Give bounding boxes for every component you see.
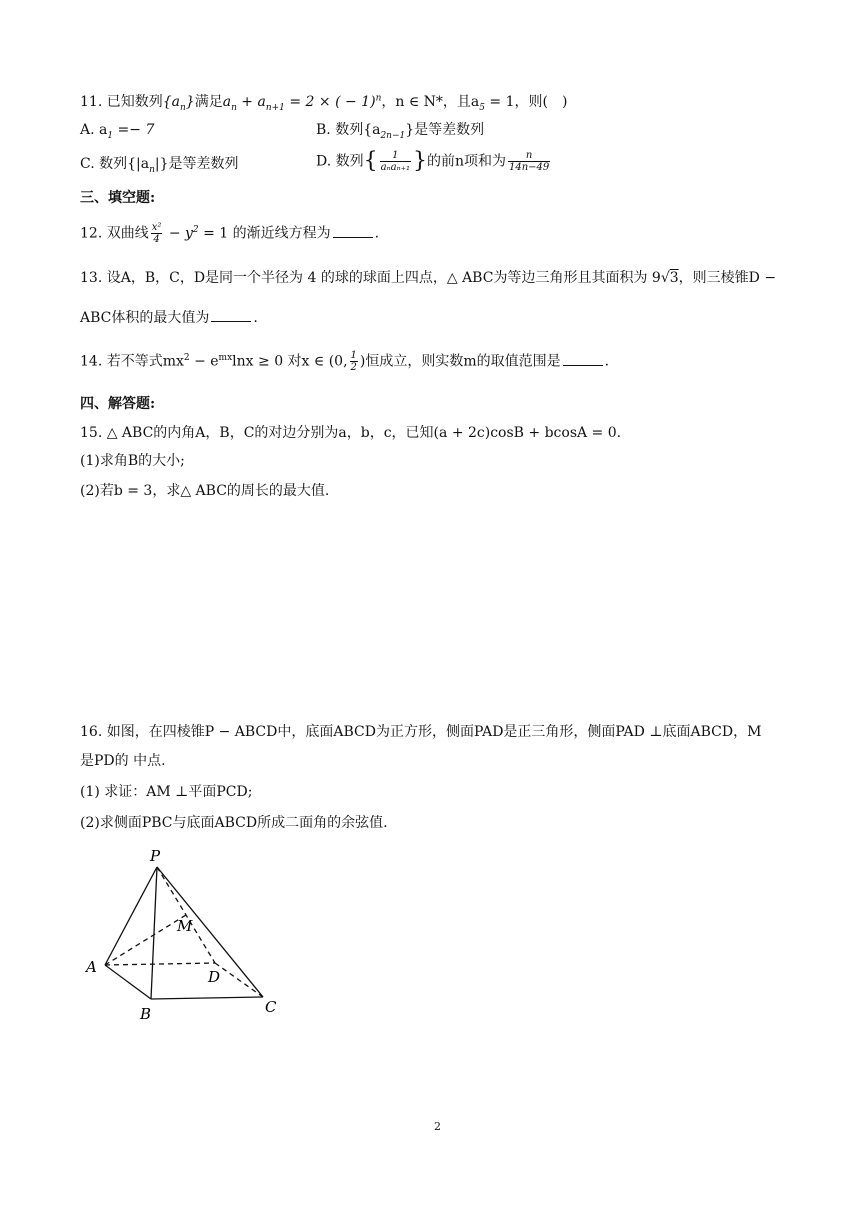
label-P: P [150, 847, 161, 865]
label-A: A [86, 958, 97, 976]
q11-option-a: A. $a_1 =- 7$ [80, 122, 155, 141]
label-C: C [265, 998, 277, 1016]
q13-line2: ABC体积的最大值为 . [80, 307, 258, 328]
q16-stem-line2: 是PD的 中点. [80, 753, 166, 769]
edge-PB [151, 867, 157, 999]
q16-part1: (1) 求证：AM ⊥平面PCD; [80, 784, 253, 800]
q11-option-b: B. 数列$\{a_{2n-1}\}$是等差数列 [316, 122, 485, 141]
q11-option-c: C. 数列$\{|a_n|\}$是等差数列 [80, 156, 239, 175]
q13-line1: 13. 设A，B，C，D是同一个半径为 4 的球的球面上四点，△ ABC为等边三角形且其面积为 9√3，则三棱锥D − [80, 270, 777, 286]
edge-PD-hidden [157, 867, 215, 963]
q16-stem-line1: 16. 如图，在四棱锥P − ABCD中，底面ABCD为正方形，侧面PAD是正三角形，侧面PAD ⊥底面ABCD，M [80, 724, 762, 740]
q14-stem: 14. 若不等式$mx^2 - e^{mx}\ln x \ge 0$ 对x ∈ (0, $\frac{1}{2}$ )恒成立，则实数m的取值范围是 . [80, 350, 610, 373]
edge-AB [105, 965, 151, 999]
q15-stem: 15. △ ABC的内角A，B，C的对边分别为a，b，c，已知(a + 2c)cosB + bcosA = 0. [80, 425, 622, 441]
q11-stem: 11. 已知数列$\{a_n\}$满足$a_n + a_{n+1} = 2$ × ( − 1)$^n$，n ∈ N*，且$a_5 = 1$，则( ) [80, 93, 568, 113]
section-heading-solutions: 四、解答题: [80, 396, 156, 412]
pyramid-figure [80, 842, 300, 1027]
answer-blank [563, 351, 603, 366]
label-B: B [140, 1005, 152, 1023]
edge-AD-hidden [105, 963, 215, 965]
label-M: M [177, 917, 193, 935]
edge-BC [151, 997, 263, 999]
q11-option-d: D. 数列{ $\frac{1}{\text{aₙaₙ₊₁}}$ }的前n项和为 $\frac{n}{14n-49}$ [316, 148, 550, 174]
q15-part1: (1)求角B的大小; [80, 453, 185, 469]
answer-blank [333, 223, 373, 238]
section-heading-fill-in: 三、填空题: [80, 190, 156, 206]
edge-PA [105, 867, 157, 965]
label-D: D [208, 968, 221, 986]
q12-stem: 12. 双曲线 $\frac{\text{x²}}{4}$ − $y^2 = 1$ 的渐近线方程为 . [80, 222, 380, 245]
page-number: 2 [434, 1120, 441, 1133]
answer-blank [211, 307, 251, 322]
q15-part2: (2)若b = 3，求△ ABC的周长的最大值. [80, 483, 330, 499]
q16-part2: (2)求侧面PBC与底面ABCD所成二面角的余弦值. [80, 815, 388, 831]
segment-AM-hidden [105, 915, 186, 965]
